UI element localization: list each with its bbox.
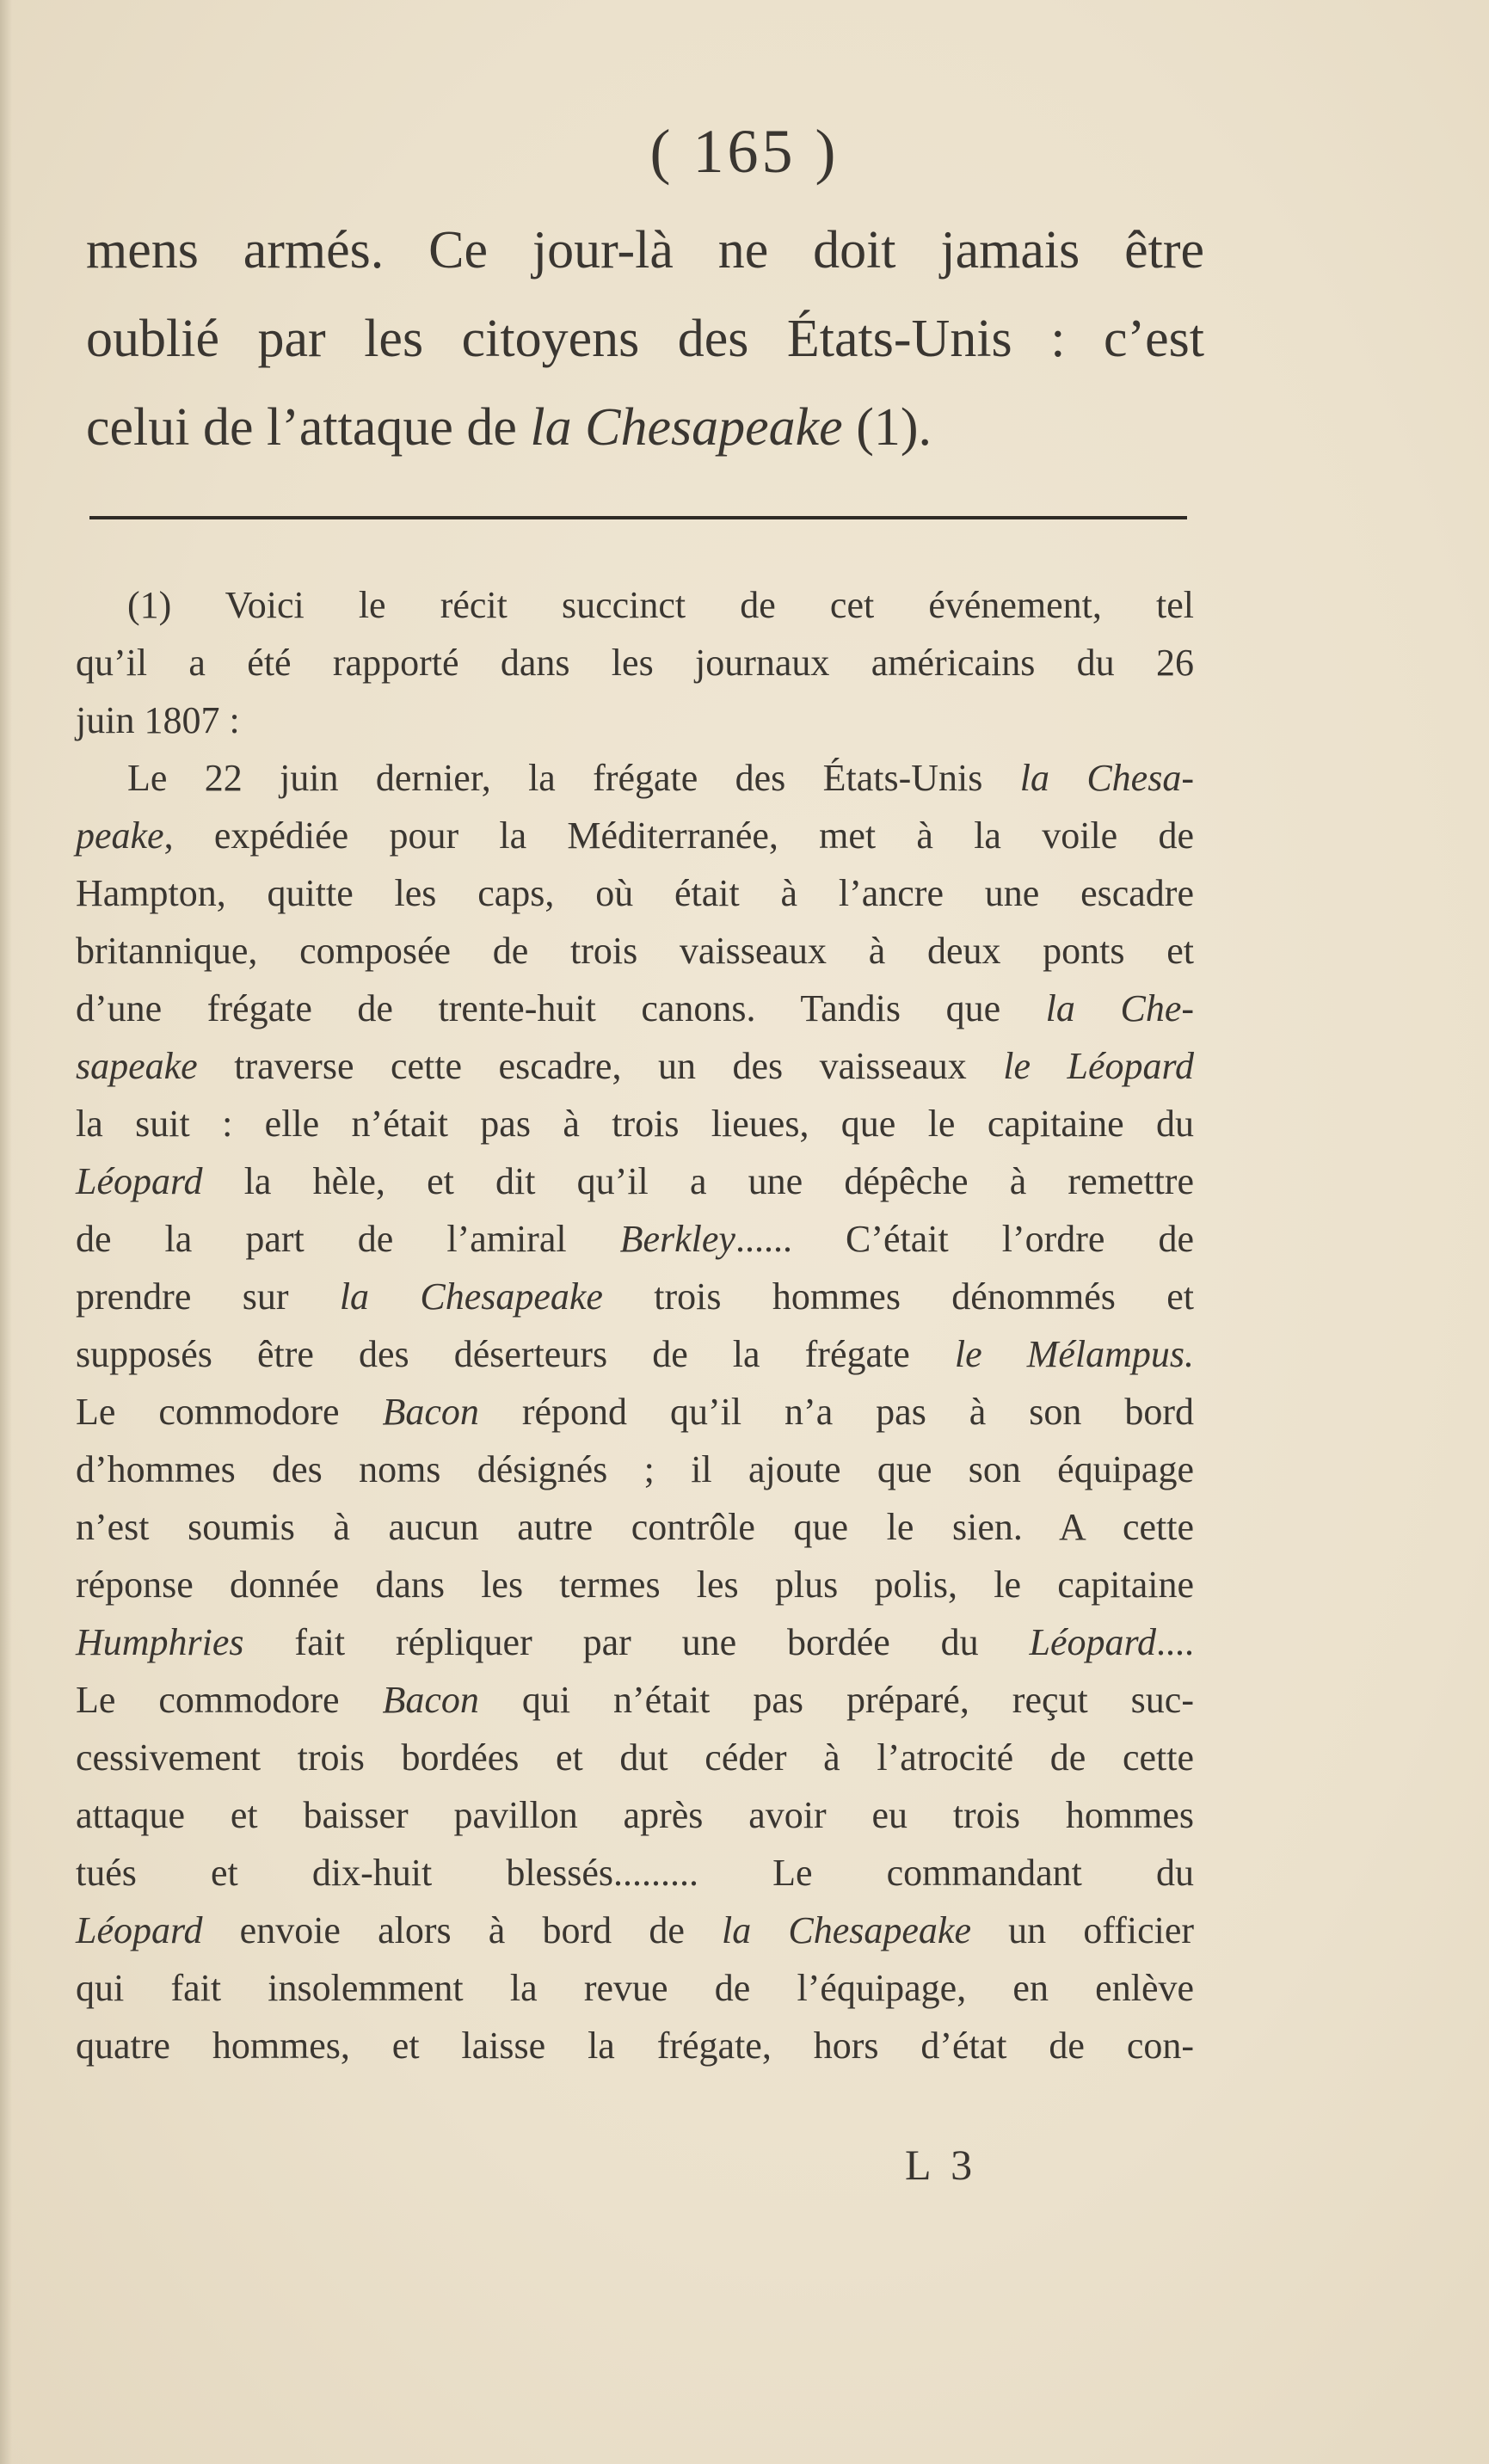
footnote-rule xyxy=(89,516,1187,519)
footnote-line xyxy=(76,1268,1194,1325)
text-run: mens armés. Ce jour-là ne doit jamais être xyxy=(86,221,1204,280)
text-run: qu’il a été rapporté dans les journaux américains du 26 xyxy=(76,642,1194,684)
footnote-line xyxy=(76,1210,1194,1268)
text-run: cessivement trois bordées et dut céder à l’atrocité de cette xyxy=(76,1736,1194,1779)
footnote-line xyxy=(76,634,1194,691)
footnote-line xyxy=(76,1959,1194,2017)
text-run: oublié par les citoyens des États-Unis : c’est xyxy=(86,310,1204,368)
text-run: Hampton, quitte les caps, où était à l’ancre une escadre xyxy=(76,872,1194,914)
text-run: qui n’était pas préparé, reçut suc- xyxy=(478,1679,1194,1721)
italic-text: la Chesapeake xyxy=(722,1909,971,1951)
italic-text: la Chesapeake xyxy=(339,1275,603,1318)
footnote-line xyxy=(76,1037,1194,1095)
text-run: juin 1807 : xyxy=(76,699,240,741)
text-run: fait répliquer par une bordée du xyxy=(243,1621,1030,1663)
signature-mark: L 3 xyxy=(905,2141,978,2189)
page-number: ( 165 ) xyxy=(649,117,840,186)
main-text xyxy=(86,206,1204,472)
text-run: quatre hommes, et laisse la frégate, hors d’état de con- xyxy=(76,2025,1194,2067)
text-run: réponse donnée dans les termes les plus polis, le capitaine xyxy=(76,1564,1194,1606)
text-run: de la part de l’amiral xyxy=(76,1218,620,1260)
footnote-line xyxy=(76,1844,1194,1902)
footnote-line xyxy=(76,1383,1194,1441)
italic-text: Bacon xyxy=(382,1679,479,1721)
text-run: envoie alors à bord de xyxy=(202,1909,723,1951)
footnote-line xyxy=(76,980,1194,1037)
footnote-line xyxy=(76,691,1194,749)
text-run: Le commodore xyxy=(76,1679,383,1721)
text-run: tués et dix-huit blessés......... Le commandant du xyxy=(76,1852,1194,1894)
footnote-line xyxy=(76,749,1194,807)
text-run: un officier xyxy=(971,1909,1194,1951)
text-run: celui de l’attaque de xyxy=(86,398,531,457)
page-spine-shadow xyxy=(0,0,12,2464)
text-run: prendre sur xyxy=(76,1275,340,1318)
text-run: d’une frégate de trente-huit canons. Tandis que xyxy=(76,987,1046,1029)
footnote-line xyxy=(76,1671,1194,1729)
text-run: .... xyxy=(1156,1621,1194,1663)
text-run: d’hommes des noms désignés ; il ajoute que son équipage xyxy=(76,1448,1194,1490)
italic-text: le Léopard xyxy=(1003,1045,1194,1087)
italic-text: sapeake xyxy=(76,1045,198,1087)
text-run: (1) Voici le récit succinct de cet événement, tel xyxy=(127,584,1194,626)
footnote-line xyxy=(76,864,1194,922)
footnote-line xyxy=(76,1498,1194,1556)
main-text-line xyxy=(86,384,1204,472)
text-run: supposés être des déserteurs de la frégate xyxy=(76,1333,955,1375)
footnote-line xyxy=(76,576,1194,634)
italic-text: la Che- xyxy=(1045,987,1194,1029)
italic-text: la Chesapeake xyxy=(530,398,843,457)
italic-text: Léopard xyxy=(1029,1621,1156,1663)
text-run: Le commodore xyxy=(76,1391,383,1433)
italic-text: Léopard xyxy=(76,1909,203,1951)
text-run: n’est soumis à aucun autre contrôle que le sien. A cette xyxy=(76,1506,1194,1548)
text-run: attaque et baisser pavillon après avoir eu trois hommes xyxy=(76,1794,1194,1836)
text-run: la suit : elle n’était pas à trois lieues, que le capitaine du xyxy=(76,1103,1194,1145)
footnote-line xyxy=(76,1152,1194,1210)
italic-text: la Chesa- xyxy=(1019,757,1194,799)
footnote-line xyxy=(76,1902,1194,1959)
text-run: trois hommes dénommés et xyxy=(602,1275,1195,1318)
italic-text: Léopard xyxy=(76,1160,203,1202)
footnote-line xyxy=(76,1095,1194,1152)
footnote-line xyxy=(76,807,1194,864)
footnote-line xyxy=(76,1325,1194,1383)
text-run: traverse cette escadre, un des vaisseaux xyxy=(197,1045,1004,1087)
text-run: (1). xyxy=(842,398,932,457)
footnote xyxy=(76,576,1194,2074)
footnote-line xyxy=(76,2017,1194,2074)
italic-text: peake xyxy=(76,814,164,857)
footnote-line xyxy=(76,1556,1194,1613)
text-run: , expédiée pour la Méditerranée, met à la voile de xyxy=(163,814,1194,857)
italic-text: Bacon xyxy=(382,1391,479,1433)
main-text-line xyxy=(86,206,1204,295)
main-text-line xyxy=(86,295,1204,384)
footnote-line xyxy=(76,1786,1194,1844)
text-run: qui fait insolemment la revue de l’équipage, en enlève xyxy=(76,1967,1194,2009)
italic-text: Berkley xyxy=(619,1218,735,1260)
footnote-line xyxy=(76,922,1194,980)
text-run: répond qu’il n’a pas à son bord xyxy=(478,1391,1194,1433)
footnote-line xyxy=(76,1613,1194,1671)
italic-text: le Mélampus. xyxy=(954,1333,1195,1375)
text-run: britannique, composée de trois vaisseaux à deux ponts et xyxy=(76,930,1194,972)
text-run: ...... C’était l’ordre de xyxy=(735,1218,1194,1260)
text-run: la hèle, et dit qu’il a une dépêche à remettre xyxy=(202,1160,1194,1202)
text-run: Le 22 juin dernier, la frégate des États-Unis xyxy=(127,757,1020,799)
footnote-line xyxy=(76,1441,1194,1498)
footnote-line xyxy=(76,1729,1194,1786)
italic-text: Humphries xyxy=(76,1621,244,1663)
